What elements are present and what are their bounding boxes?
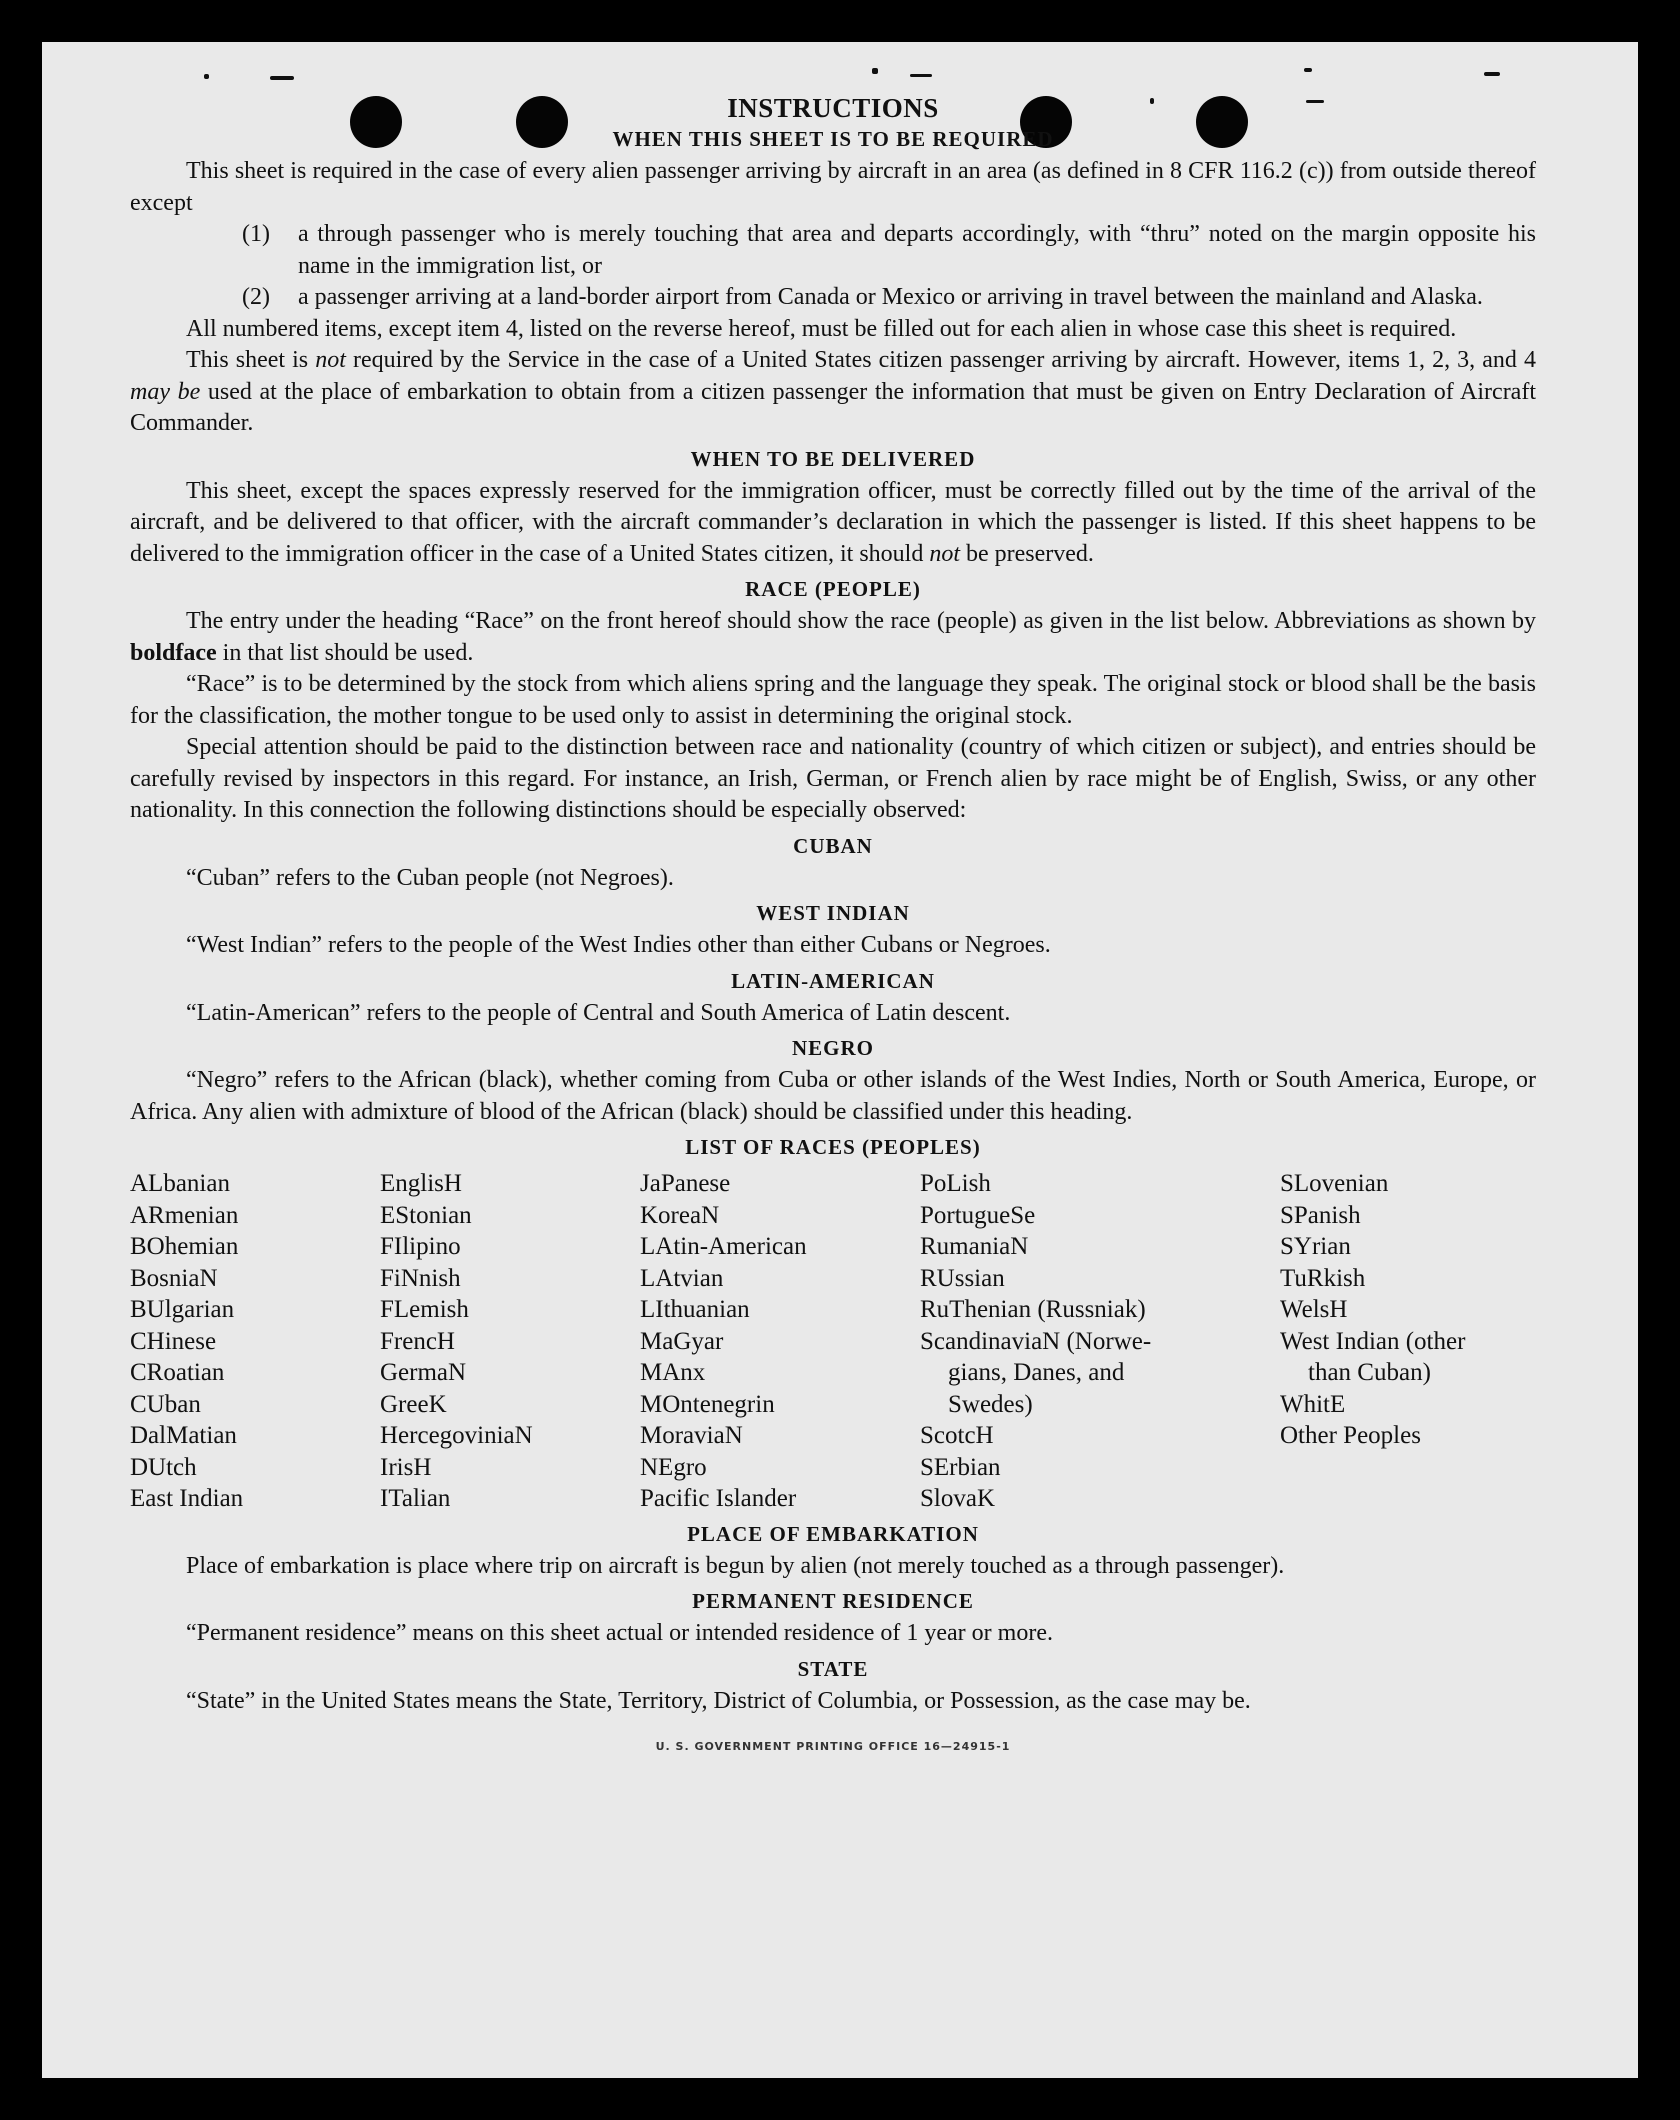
race-entry: SLovenian: [1280, 1170, 1389, 1197]
race-entry: MAnx: [640, 1359, 706, 1386]
section-heading-negro: NEGRO: [791, 1036, 874, 1060]
paragraph: Place of embarkation is place where trip on aircraft is begun by alien (not merely touched as a through passenger).: [186, 1552, 1285, 1579]
race-entry: SPanish: [1280, 1201, 1361, 1229]
emphasis: not: [929, 540, 960, 567]
scan-speck: [1304, 68, 1312, 72]
race-entry: PoLish: [920, 1170, 991, 1197]
item-text: a passenger arriving at a land-border airport from Canada or Mexico or arriving in travel between the mainland and Alaska.: [298, 284, 1483, 310]
race-entry: SlovaK: [920, 1485, 995, 1512]
race-entry: BOhemian: [130, 1233, 239, 1260]
race-entry: EnglisH: [380, 1170, 462, 1197]
race-entry: LAtin-American: [640, 1233, 807, 1260]
race-entry: CUban: [130, 1390, 201, 1418]
race-entry: ITalian: [380, 1485, 451, 1512]
race-entry: FiNnish: [380, 1264, 461, 1292]
paragraph: “Latin-American” refers to the people of Central and South America of Latin descent.: [186, 999, 1011, 1026]
section-heading-required: WHEN THIS SHEET IS TO BE REQUIRED: [612, 127, 1054, 151]
race-entry: ARmenian: [130, 1201, 239, 1229]
paragraph: This sheet is required in the case of every alien passenger arriving by aircraft in an area (as defined in 8 CFR 116.2 (c)) from outside thereof except: [130, 158, 1536, 216]
race-column: [380, 1168, 640, 1515]
section-heading-race: RACE (PEOPLE): [745, 577, 921, 601]
race-entry: gians, Danes, and: [948, 1359, 1125, 1386]
paragraph: “Negro” refers to the African (black), whether coming from Cuba or other islands of the West Indies, North or South America, Europe, or Africa. Any alien with admixture of blood of the African (black) should be classified under this heading.: [130, 1067, 1536, 1125]
race-entry: WelsH: [1280, 1296, 1348, 1323]
race-column: [640, 1168, 920, 1515]
item-number: (1): [242, 221, 270, 247]
item-text: a through passenger who is merely touching that area and departs accordingly, with “thru” noted on the margin opposite his name in the immigration list, or: [298, 221, 1536, 279]
race-column: [920, 1168, 1280, 1515]
paragraph: All numbered items, except item 4, listed on the reverse hereof, must be filled out for each alien in whose case this sheet is required.: [186, 315, 1457, 342]
race-entry: SErbian: [920, 1453, 1001, 1481]
race-entry: RUssian: [920, 1264, 1005, 1292]
race-entry: RumaniaN: [920, 1233, 1029, 1260]
paragraph: Special attention should be paid to the distinction between race and nationality (country of which citizen or subject), and entries should be carefully revised by inspectors in this regard. For instance, an Irish, German, or French alien by race might be of English, Swiss, or any other nationality. In this connection the following distinctions should be especially observed:: [130, 734, 1536, 823]
paragraph: “West Indian” refers to the people of the West Indies other than either Cubans or Negroes.: [186, 932, 1051, 958]
list-item: [130, 282, 1536, 314]
race-entry: HercegoviniaN: [380, 1422, 533, 1449]
text-run: used at the place of embarkation to obtain from a citizen passenger the information that must be given on Entry Declaration of Aircraft Commander.: [130, 378, 1536, 436]
document-sheet: [42, 42, 1638, 2078]
race-entry: NEgro: [640, 1453, 707, 1481]
paragraph: “Permanent residence” means on this sheet actual or intended residence of 1 year or more.: [186, 1620, 1053, 1646]
section-heading-delivered: WHEN TO BE DELIVERED: [690, 446, 976, 471]
race-entry: RuThenian (Russniak): [920, 1296, 1146, 1323]
scan-speck: [910, 74, 932, 77]
text-run: The entry under the heading “Race” on the front hereof should show the race (people) as given in the list below. Abbreviations as shown by: [186, 608, 1536, 634]
race-entry: BosniaN: [130, 1264, 218, 1292]
race-entry: ScotcH: [920, 1422, 994, 1449]
race-entry: LIthuanian: [640, 1296, 750, 1323]
text-run: required by the Service in the case of a United States citizen passenger arriving by aircraft. However, items 1, 2, 3, and 4: [345, 347, 1536, 373]
race-entry: Other Peoples: [1280, 1422, 1421, 1449]
race-entry: than Cuban): [1308, 1359, 1431, 1386]
section-heading-residence: PERMANENT RESIDENCE: [692, 1589, 974, 1613]
text-run: in that list should be used.: [216, 639, 474, 666]
text-run: be preserved.: [960, 540, 1094, 567]
instructions-content: [130, 90, 1536, 1763]
scan-speck: [204, 74, 209, 79]
paragraph: “Cuban” refers to the Cuban people (not Negroes).: [186, 864, 674, 891]
race-entry: CHinese: [130, 1327, 217, 1355]
list-item: [130, 219, 1536, 282]
race-list: [130, 1168, 1536, 1515]
race-entry: WhitE: [1280, 1390, 1346, 1418]
race-entry: CRoatian: [130, 1359, 225, 1386]
race-entry: MaGyar: [640, 1327, 724, 1355]
race-entry: SYrian: [1280, 1233, 1351, 1260]
race-entry: FLemish: [380, 1296, 469, 1323]
emphasis: may be: [130, 378, 201, 405]
emphasis: not: [315, 347, 346, 373]
item-number: (2): [242, 284, 270, 310]
scan-speck: [270, 76, 294, 80]
bold-text: boldface: [130, 639, 217, 666]
race-entry: BUlgarian: [130, 1296, 235, 1323]
race-entry: EStonian: [380, 1201, 472, 1229]
section-heading-state: STATE: [797, 1656, 869, 1681]
race-entry: West Indian (other: [1280, 1327, 1466, 1355]
race-entry: Pacific Islander: [640, 1485, 797, 1512]
race-entry: GermaN: [380, 1359, 467, 1386]
section-heading-west-indian: WEST INDIAN: [756, 901, 910, 925]
paragraph: [130, 345, 1536, 440]
race-entry: FIlipino: [380, 1233, 461, 1260]
printing-office-footer: U. S. GOVERNMENT PRINTING OFFICE 16—24915-1: [655, 1740, 1011, 1753]
race-entry: PortugueSe: [920, 1201, 1036, 1229]
race-column: [130, 1168, 380, 1515]
race-entry: East Indian: [130, 1485, 244, 1512]
race-column: [1280, 1168, 1536, 1515]
scan-speck: [1484, 72, 1500, 76]
section-heading-list-of-races: LIST OF RACES (PEOPLES): [685, 1135, 981, 1159]
race-entry: DUtch: [130, 1453, 197, 1481]
race-entry: ALbanian: [130, 1170, 230, 1197]
page-title: INSTRUCTIONS: [727, 93, 939, 123]
paragraph: [130, 476, 1536, 571]
scan-speck: [872, 68, 878, 74]
race-entry: FrencH: [380, 1327, 455, 1355]
section-heading-cuban: CUBAN: [793, 833, 873, 858]
race-entry: MOntenegrin: [640, 1390, 775, 1418]
paragraph: “State” in the United States means the State, Territory, District of Columbia, or Possession, as the case may be.: [186, 1687, 1251, 1714]
race-entry: KoreaN: [640, 1201, 720, 1229]
race-entry: DalMatian: [130, 1422, 237, 1449]
race-entry: LAtvian: [640, 1264, 724, 1292]
paragraph: “Race” is to be determined by the stock from which aliens spring and the language they speak. The original stock or blood shall be the basis for the classification, the mother tongue to be used only to assist in determining the original stock.: [130, 671, 1536, 729]
race-entry: JaPanese: [640, 1170, 731, 1197]
race-entry: TuRkish: [1280, 1264, 1366, 1292]
race-entry: GreeK: [380, 1390, 447, 1418]
race-entry: MoraviaN: [640, 1422, 743, 1449]
paragraph: [130, 606, 1536, 669]
race-entry: Swedes): [948, 1390, 1033, 1418]
race-entry: IrisH: [380, 1453, 432, 1481]
section-heading-latin-american: LATIN-AMERICAN: [731, 968, 935, 993]
text-run: This sheet, except the spaces expressly reserved for the immigration officer, must be correctly filled out by the time of the arrival of the aircraft, and be delivered to that officer, with the aircraft commander’s declaration in which the passenger is listed. If this sheet happens to be delivered to the immigration officer in the case of a United States citizen, it should: [130, 477, 1536, 567]
section-heading-embarkation: PLACE OF EMBARKATION: [687, 1521, 979, 1546]
text-run: This sheet is: [186, 347, 316, 373]
race-entry: ScandinaviaN (Norwe-: [920, 1327, 1152, 1355]
